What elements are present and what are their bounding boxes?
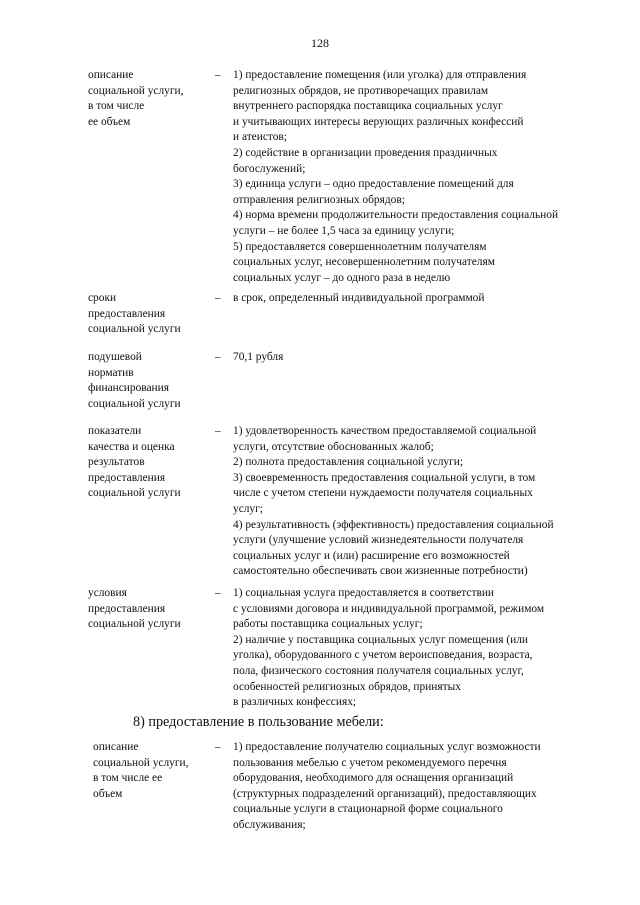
- row-label: описание социальной услуги, в том числе ее объем: [93, 741, 189, 800]
- row-dash: –: [215, 425, 221, 437]
- row-dash: –: [215, 351, 221, 363]
- row-label: описание социальной услуги, в том числе ее объем: [88, 69, 184, 128]
- row-content: 70,1 рубля: [233, 351, 284, 363]
- row-label: условия предоставления социальной услуги: [88, 587, 181, 631]
- row-content: 1) социальная услуга предоставляется в соответствии с условиями договора и индивидуальной программой, режимом работы поставщика социальных услуг; 2) наличие у поставщика социальных услуг помещения (или уголка), оборудованного с учетом вероисповедания, возраста, пола, физического состояния получателя социальных услуг, особенностей религиозных обрядов, принятых в различных конфессиях;: [233, 587, 545, 709]
- row-dash: –: [215, 741, 221, 753]
- page-number: 128: [311, 36, 329, 50]
- row-label: показатели качества и оценка результатов предоставления социальной услуги: [88, 425, 181, 500]
- row-dash: –: [215, 292, 221, 304]
- section-heading: 8) предоставление в пользование мебели:: [133, 714, 384, 730]
- row-content: 1) предоставление получателю социальных услуг возможности пользования мебелью с учетом рекомендуемого перечня оборудования, необходимого для оснащения организаций (структурных подразделений организаций), предоставляющих социальные услуги в стационарной форме социального обслуживания;: [233, 741, 541, 831]
- row-label: сроки предоставления социальной услуги: [88, 292, 181, 336]
- row-dash: –: [215, 587, 221, 599]
- row-label: подушевой норматив финансирования социальной услуги: [88, 351, 181, 410]
- row-dash: –: [215, 69, 221, 81]
- row-content: 1) удовлетворенность качеством предоставляемой социальной услуги, отсутствие обоснованных жалоб; 2) полнота предоставления социальной услуги; 3) своевременность предоставления социальной услуги, в том числе с учетом степени нуждаемости получателя социальных услуг; 4) результативность (эффективность) предоставления социальной услуги (улучшение условий жизнедеятельности получателя социальных услуг и (или) расширение его возможностей самостоятельно обеспечивать свои жизненные потребности): [233, 425, 554, 578]
- row-content: в срок, определенный индивидуальной программой: [233, 292, 485, 304]
- row-content: 1) предоставление помещения (или уголка) для отправления религиозных обрядов, не противоречащих правилам внутреннего распорядка поставщика социальных услуг и учитывающих интересы верующих различных конфессий и атеистов; 2) содействие в организации проведения праздничных богослужений; 3) единица услуги – одно предоставление помещений для отправления религиозных обрядов; 4) норма времени продолжительности предоставления социальной услуги – не более 1,5 часа за единицу услуги; 5) предоставляется совершеннолетним получателям социальных услуг, несовершеннолетним получателям социальных услуг – до одного раза в неделю: [233, 69, 559, 284]
